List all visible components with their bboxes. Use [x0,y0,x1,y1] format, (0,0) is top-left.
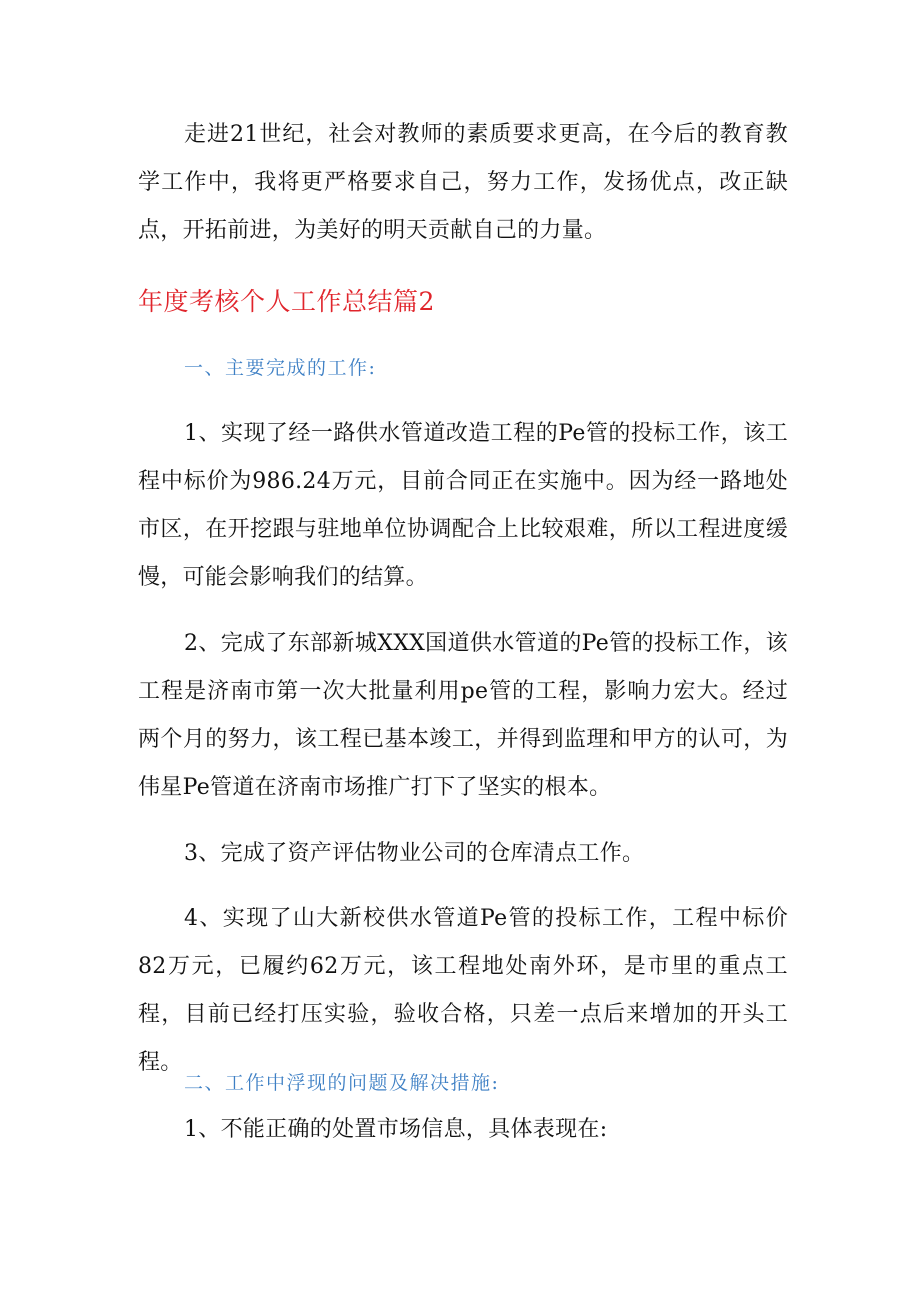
intro-paragraph: 走进21世纪，社会对教师的素质要求更高，在今后的教育教学工作中，我将更严格要求自己，努力工作，发扬优点，改正缺点，开拓前进，为美好的明天贡献自己的力量。 [138,122,788,243]
section-heading-problems: 二、工作中浮现的问题及解决措施: [184,1072,500,1094]
work-item-4: 4、实现了山大新校供水管道Pe管的投标工作，工程中标价82万元，已履约62万元，该工程地处南外环，是市里的重点工程，目前已经打压实验，验收合格，只差一点后来增加的开头工程。 [138,906,788,1075]
section-heading-main-work: 一、主要完成的工作: [184,357,377,379]
document-title: 年度考核个人工作总结篇2 [138,287,435,316]
problem-item-1: 1、不能正确的处置市场信息，具体表现在: [184,1117,608,1142]
work-item-3: 3、完成了资产评估物业公司的仓库清点工作。 [184,841,645,866]
work-item-1: 1、实现了经一路供水管道改造工程的Pe管的投标工作，该工程中标价为986.24万元，目前合同正在实施中。因为经一路地处市区，在开挖跟与驻地单位协调配合上比较艰难，所以工程进度缓慢，可能会影响我们的结算。 [138,421,788,590]
work-item-2: 2、完成了东部新城XXX国道供水管道的Pe管的投标工作，该工程是济南市第一次大批量利用pe管的工程，影响力宏大。经过两个月的努力，该工程已基本竣工，并得到监理和甲方的认可，为伟星Pe管道在济南市场推广打下了坚实的根本。 [138,631,788,800]
